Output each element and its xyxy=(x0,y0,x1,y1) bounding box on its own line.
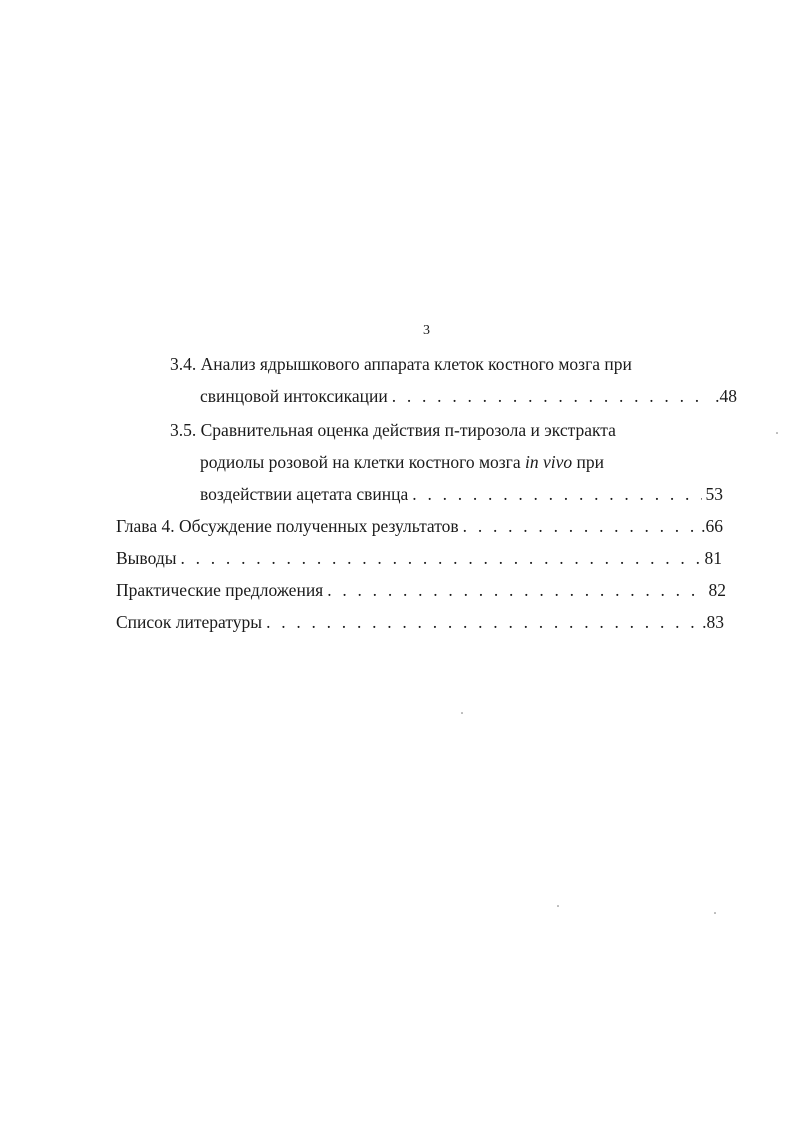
toc-item-3-5-italic: in vivo xyxy=(525,452,573,472)
toc-item-3-5-title: 3.5. Сравнительная оценка действия п-тирозола и экстракта xyxy=(170,420,616,440)
dot-leader xyxy=(180,546,700,570)
toc-references-page: .83 xyxy=(702,612,724,632)
toc-chapter-4 xyxy=(116,514,723,538)
toc-references xyxy=(116,610,724,634)
toc-item-3-5-text-a: родиолы розовой на клетки костного мозга xyxy=(200,452,525,472)
toc-chapter-4-title: Глава 4. Обсуждение полученных результатов xyxy=(116,516,459,536)
toc-practical-page: 82 xyxy=(708,580,726,600)
toc-item-3-5-page: 53 xyxy=(705,484,723,504)
toc-item-3-4-line2 xyxy=(200,384,737,408)
toc-practical-title: Практические предложения xyxy=(116,580,324,600)
toc-conclusions xyxy=(116,546,722,570)
toc-item-3-4-title-cont: свинцовой интоксикации xyxy=(200,386,388,406)
scan-speck xyxy=(776,432,778,434)
toc-item-3-5-line1 xyxy=(170,418,616,442)
dot-leader xyxy=(412,482,701,506)
toc-practical xyxy=(116,578,726,602)
toc-chapter-4-page: .66 xyxy=(701,516,723,536)
dot-leader xyxy=(266,610,698,634)
toc-item-3-5-text-b: при xyxy=(572,452,604,472)
toc-conclusions-title: Выводы xyxy=(116,548,177,568)
dot-leader xyxy=(327,578,704,602)
dot-leader xyxy=(463,514,697,538)
scan-speck xyxy=(461,712,463,714)
toc-references-title: Список литературы xyxy=(116,612,263,632)
page-number: 3 xyxy=(423,323,430,338)
toc-item-3-5-line3 xyxy=(200,482,723,506)
scan-speck xyxy=(714,912,716,914)
dot-leader xyxy=(392,384,711,408)
toc-item-3-4-page: .48 xyxy=(715,386,737,406)
toc-conclusions-page: 81 xyxy=(704,548,722,568)
toc-item-3-5-title-cont xyxy=(200,450,604,474)
toc-item-3-5-line2 xyxy=(200,450,604,474)
toc-item-3-5-title-end: воздействии ацетата свинца xyxy=(200,484,409,504)
toc-item-3-4-title: 3.4. Анализ ядрышкового аппарата клеток костного мозга при xyxy=(170,354,632,374)
scan-speck xyxy=(557,905,559,907)
toc-item-3-4-line1 xyxy=(170,352,632,376)
